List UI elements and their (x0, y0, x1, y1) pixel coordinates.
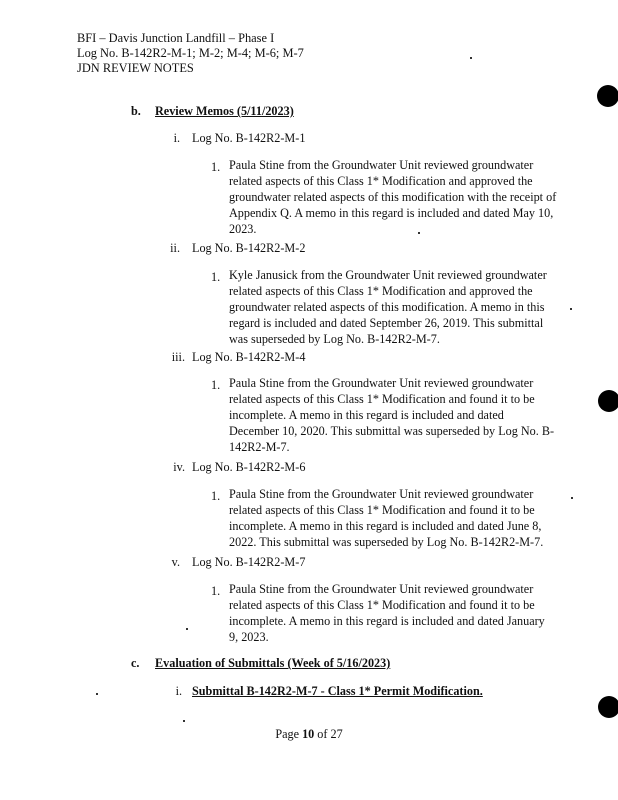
section-c-item-roman: i. (175, 684, 182, 698)
item-v-title: Log No. B-142R2-M-7 (192, 555, 306, 569)
paragraph-line: December 10, 2020. This submittal was superseded by Log No. B- (229, 424, 555, 438)
header-line-2: Log No. B-142R2-M-1; M-2; M-4; M-6; M-7 (77, 46, 304, 60)
item-iv-title: Log No. B-142R2-M-6 (192, 460, 306, 474)
header-line-3: JDN REVIEW NOTES (77, 61, 194, 75)
paragraph-line: 2022. This submittal was superseded by Log No. B-142R2-M-7. (229, 535, 544, 549)
punch-hole (598, 696, 618, 718)
paragraph-line: Paula Stine from the Groundwater Unit reviewed groundwater (229, 376, 534, 390)
paragraph-line: 2023. (229, 222, 257, 236)
item-i-number: 1. (211, 160, 221, 174)
paragraph-line: related aspects of this Class 1* Modification and approved the (229, 284, 533, 298)
paragraph-line: groundwater related aspects of this modification with the receipt of (229, 190, 557, 204)
item-i-title: Log No. B-142R2-M-1 (192, 131, 306, 145)
paragraph-line: related aspects of this Class 1* Modification and found it to be (229, 503, 535, 517)
item-i-paragraph (229, 157, 556, 237)
paragraph-line: Kyle Janusick from the Groundwater Unit reviewed groundwater (229, 268, 547, 282)
section-c-title: Evaluation of Submittals (Week of 5/16/2023) (155, 656, 391, 670)
section-b-title: Review Memos (5/11/2023) (155, 104, 294, 118)
paragraph-line: related aspects of this Class 1* Modification and found it to be (229, 392, 535, 406)
paragraph-line: Paula Stine from the Groundwater Unit reviewed groundwater (229, 158, 534, 172)
item-ii-number: 1. (211, 270, 221, 284)
item-ii-title: Log No. B-142R2-M-2 (192, 241, 306, 255)
page-number (0, 727, 618, 742)
item-ii-paragraph (229, 267, 547, 347)
section-c-item-title: Submittal B-142R2-M-7 - Class 1* Permit Modification. (192, 684, 483, 698)
paragraph-line: Appendix Q. A memo in this regard is included and dated May 10, (229, 206, 554, 220)
paragraph-line: related aspects of this Class 1* Modification and found it to be (229, 598, 535, 612)
item-v-number: 1. (211, 584, 221, 598)
item-iii-title: Log No. B-142R2-M-4 (192, 350, 306, 364)
scan-speck (96, 693, 98, 695)
item-v-paragraph (229, 581, 545, 645)
item-iii-number: 1. (211, 378, 221, 392)
paragraph-line: was superseded by Log No. B-142R2-M-7. (229, 332, 440, 346)
item-iv-paragraph (229, 486, 543, 550)
punch-hole (598, 390, 618, 412)
section-b-letter: b. (131, 104, 141, 118)
section-c-letter: c. (131, 656, 140, 670)
paragraph-line: regard is included and dated September 26, 2019. This submittal (229, 316, 544, 330)
paragraph-line: related aspects of this Class 1* Modification and approved the (229, 174, 533, 188)
page-prefix: Page (275, 727, 303, 741)
item-v-roman: v. (171, 555, 180, 569)
scan-speck (470, 57, 472, 59)
paragraph-line: 9, 2023. (229, 630, 269, 644)
page-total: 27 (330, 727, 343, 741)
item-i-roman: i. (173, 131, 180, 145)
scan-speck (418, 232, 420, 234)
paragraph-line: Paula Stine from the Groundwater Unit reviewed groundwater (229, 487, 534, 501)
paragraph-line: incomplete. A memo in this regard is included and dated (229, 408, 504, 422)
paragraph-line: incomplete. A memo in this regard is included and dated January (229, 614, 545, 628)
scan-speck (571, 497, 573, 499)
item-iv-roman: iv. (173, 460, 185, 474)
paragraph-line: 142R2-M-7. (229, 440, 290, 454)
paragraph-line: incomplete. A memo in this regard is included and dated June 8, (229, 519, 542, 533)
item-iii-paragraph (229, 375, 554, 455)
page-middle: of (314, 727, 331, 741)
punch-hole (597, 85, 618, 107)
page-current: 10 (302, 727, 315, 741)
item-iv-number: 1. (211, 489, 221, 503)
scan-speck (183, 720, 185, 722)
scan-speck (186, 628, 188, 630)
header-line-1: BFI – Davis Junction Landfill – Phase I (77, 31, 275, 45)
paragraph-line: Paula Stine from the Groundwater Unit reviewed groundwater (229, 582, 534, 596)
item-iii-roman: iii. (171, 350, 185, 364)
paragraph-line: groundwater related aspects of this modification. A memo in this (229, 300, 545, 314)
item-ii-roman: ii. (170, 241, 180, 255)
scan-speck (570, 308, 572, 310)
